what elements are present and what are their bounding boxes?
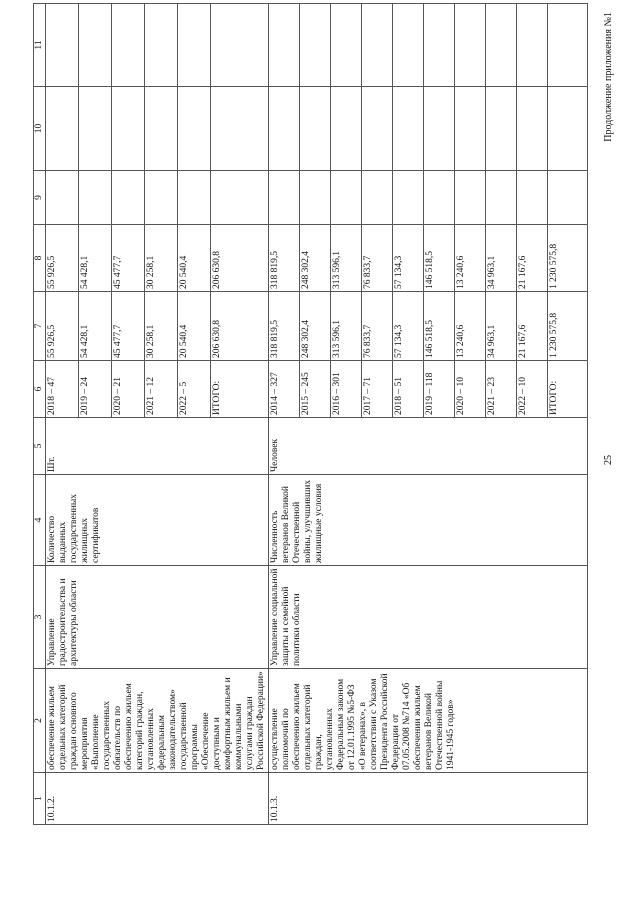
amount-total: 21 167,6	[517, 292, 548, 361]
empty-cell	[331, 87, 362, 171]
empty-cell	[178, 171, 211, 225]
year-value: 2021 – 12	[145, 361, 178, 418]
header-cell: 7	[34, 292, 46, 361]
empty-cell	[300, 171, 331, 225]
year-value: 2019 – 118	[424, 361, 455, 418]
table-row	[46, 4, 79, 825]
header-cell: 4	[34, 475, 46, 566]
amount-total: 318 819,5	[269, 292, 300, 361]
header-cell: 8	[34, 225, 46, 292]
empty-cell	[517, 171, 548, 225]
amount-source: 34 963,1	[486, 225, 517, 292]
amount-total: 206 630,8	[211, 292, 269, 361]
empty-cell	[331, 171, 362, 225]
table-row	[269, 4, 300, 825]
amount-total: 146 518,5	[424, 292, 455, 361]
year-value: 2014 – 327	[269, 361, 300, 418]
empty-cell	[46, 4, 79, 87]
amount-source: 30 258,1	[145, 225, 178, 292]
amount-source: 1 230 575,8	[548, 225, 588, 292]
empty-cell	[211, 87, 269, 171]
empty-cell	[362, 87, 393, 171]
header-cell: 1	[34, 773, 46, 825]
header-cell: 2	[34, 669, 46, 773]
empty-cell	[424, 87, 455, 171]
empty-cell	[79, 4, 112, 87]
empty-cell	[393, 87, 424, 171]
amount-total: 30 258,1	[145, 292, 178, 361]
empty-cell	[455, 171, 486, 225]
empty-cell	[300, 4, 331, 87]
year-value: 2021 – 23	[486, 361, 517, 418]
row-number: 10.1.2.	[46, 773, 269, 825]
empty-cell	[112, 171, 145, 225]
empty-cell	[211, 4, 269, 87]
year-total-label: ИТОГО:	[211, 361, 269, 418]
amount-source: 206 630,8	[211, 225, 269, 292]
empty-cell	[145, 171, 178, 225]
empty-cell	[393, 171, 424, 225]
empty-cell	[269, 171, 300, 225]
unit: Шт.	[46, 418, 269, 475]
empty-cell	[145, 87, 178, 171]
empty-cell	[300, 87, 331, 171]
amount-total: 1 230 575,8	[548, 292, 588, 361]
row-number: 10.1.3.	[269, 773, 588, 825]
empty-cell	[331, 4, 362, 87]
empty-cell	[46, 87, 79, 171]
event-description: обеспечение жильем отдельных категорий граждан основного мероприятия «Выполнение государственных обязательств по обеспечению жильем категорий граждан, установленных федеральным законодательством» государственной программы «Обеспечение доступным и комфортным жильем и коммунальными услугами граждан Российской Федерации»	[46, 669, 269, 773]
empty-cell	[486, 87, 517, 171]
year-value: 2020 – 10	[455, 361, 486, 418]
header-cell: 9	[34, 171, 46, 225]
amount-total: 20 540,4	[178, 292, 211, 361]
amount-source: 21 167,6	[517, 225, 548, 292]
amount-total: 55 926,5	[46, 292, 79, 361]
empty-cell	[178, 4, 211, 87]
empty-cell	[393, 4, 424, 87]
empty-cell	[112, 87, 145, 171]
year-value: 2016 – 301	[331, 361, 362, 418]
empty-cell	[455, 4, 486, 87]
appendix-caption: Продолжение приложения №1	[603, 12, 614, 142]
program-table	[33, 3, 588, 825]
empty-cell	[178, 87, 211, 171]
executor: Управление градостроительства и архитектуры области	[46, 566, 269, 669]
header-cell: 5	[34, 418, 46, 475]
empty-cell	[145, 4, 178, 87]
empty-cell	[269, 4, 300, 87]
empty-cell	[424, 171, 455, 225]
amount-source: 20 540,4	[178, 225, 211, 292]
empty-cell	[486, 4, 517, 87]
amount-source: 318 819,5	[269, 225, 300, 292]
empty-cell	[362, 4, 393, 87]
amount-source: 45 477,7	[112, 225, 145, 292]
header-cell: 10	[34, 87, 46, 171]
year-value: 2015 – 245	[300, 361, 331, 418]
year-value: 2017 – 71	[362, 361, 393, 418]
amount-total: 54 428,1	[79, 292, 112, 361]
amount-source: 55 926,5	[46, 225, 79, 292]
amount-source: 146 518,5	[424, 225, 455, 292]
amount-source: 13 240,6	[455, 225, 486, 292]
unit: Человек	[269, 418, 588, 475]
year-total-label: ИТОГО:	[548, 361, 588, 418]
indicator: Численность ветеранов Великой Отечественной войны, улучшивших жилищные условия	[269, 475, 588, 566]
header-cell: 3	[34, 566, 46, 669]
executor: Управление социальной защиты и семейной политики области	[269, 566, 588, 669]
empty-cell	[548, 87, 588, 171]
year-value: 2018 – 51	[393, 361, 424, 418]
empty-cell	[548, 4, 588, 87]
empty-cell	[79, 171, 112, 225]
year-value: 2019 – 24	[79, 361, 112, 418]
amount-total: 313 596,1	[331, 292, 362, 361]
empty-cell	[211, 171, 269, 225]
empty-cell	[548, 171, 588, 225]
empty-cell	[269, 87, 300, 171]
amount-total: 248 302,4	[300, 292, 331, 361]
year-value: 2022 – 10	[517, 361, 548, 418]
amount-total: 57 134,3	[393, 292, 424, 361]
event-description: осуществление полномочий по обеспечению жильем отдельных категорий граждан, установленных Федеральным законом от 12.01.1995 №5-ФЗ «О ветеранах», в соответствии с Указом Президента Российской Федерации от 07.05.2008 №714 «Об обеспечении жильем ветеранов Великой Отечественной войны 1941-1945 годов»	[269, 669, 588, 773]
amount-source: 248 302,4	[300, 225, 331, 292]
empty-cell	[79, 87, 112, 171]
page-number: 25	[603, 455, 614, 465]
amount-total: 45 477,7	[112, 292, 145, 361]
empty-cell	[424, 4, 455, 87]
empty-cell	[517, 4, 548, 87]
empty-cell	[112, 4, 145, 87]
empty-cell	[362, 171, 393, 225]
year-value: 2022 – 5	[178, 361, 211, 418]
amount-source: 313 596,1	[331, 225, 362, 292]
amount-source: 76 833,7	[362, 225, 393, 292]
year-value: 2018 – 47	[46, 361, 79, 418]
indicator: Количество выданных государственных жилищных сертификатов	[46, 475, 269, 566]
header-cell: 6	[34, 361, 46, 418]
empty-cell	[486, 171, 517, 225]
amount-total: 13 240,6	[455, 292, 486, 361]
empty-cell	[455, 87, 486, 171]
amount-source: 57 134,3	[393, 225, 424, 292]
header-row	[34, 4, 46, 825]
year-value: 2020 – 21	[112, 361, 145, 418]
header-cell: 11	[34, 4, 46, 87]
amount-source: 54 428,1	[79, 225, 112, 292]
amount-total: 34 963,1	[486, 292, 517, 361]
empty-cell	[517, 87, 548, 171]
amount-total: 76 833,7	[362, 292, 393, 361]
empty-cell	[46, 171, 79, 225]
